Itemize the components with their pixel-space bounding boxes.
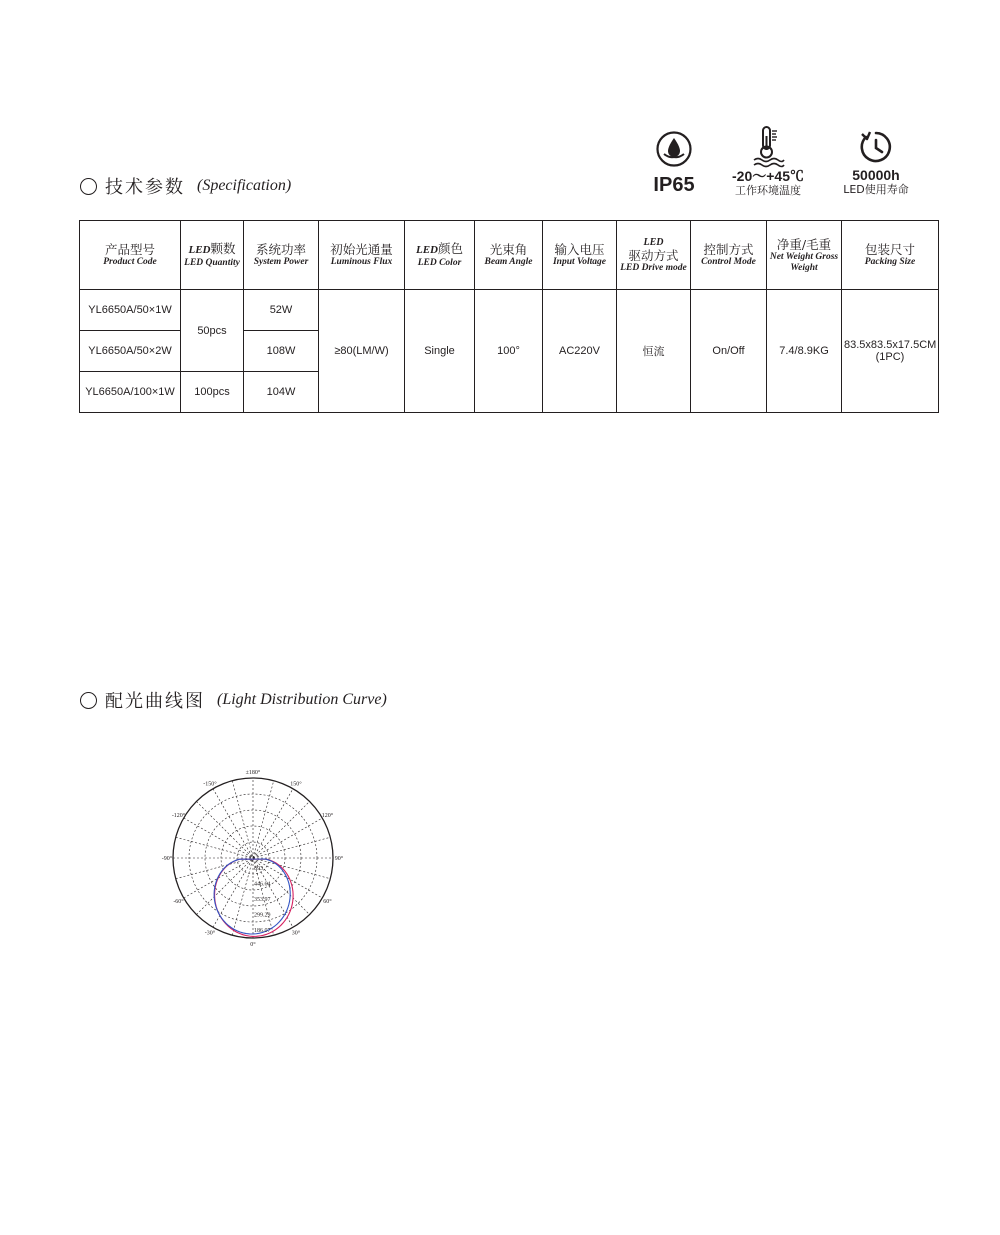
angle-label: 120° [321,813,334,819]
thermometer-icon [751,124,785,168]
packing-size-cell: 83.5x83.5x17.5CM (1PC) [842,290,939,413]
header-beam-angle: 光束角 Beam Angle [475,221,543,290]
luminous-flux-cell: ≥80(LM/W) [319,290,405,413]
angle-label: ±180° [245,770,261,776]
product-code-cell: YL6650A/50×2W [80,331,181,372]
header-weight: 净重/毛重 Net Weight Gross Weight [767,221,842,290]
angle-label: -150° [203,781,217,788]
angle-label: 90° [334,856,344,862]
curve-title-en: (Light Distribution Curve) [217,691,387,708]
spec-title-cn: 技术参数 [105,177,185,198]
polar-grid [173,778,333,938]
table-row [80,290,939,331]
circle-bullet-icon [80,178,97,195]
angle-label: -90° [161,856,173,862]
power-cell: 108W [244,331,319,372]
angle-label: 0° [250,942,256,947]
product-code-cell: YL6650A/100×1W [80,372,181,413]
product-code-cell: YL6650A/50×1W [80,290,181,331]
header-product-code: 产品型号 Product Code [80,221,181,290]
angle-label: 30° [291,930,301,937]
water-drop-icon [655,130,693,168]
header-drive-mode: LED 驱动方式 LED Drive mode [617,221,691,290]
spec-section-title [80,173,291,199]
led-color-cell: Single [405,290,475,413]
header-led-color: LED颜色 LED Color [405,221,475,290]
clock-icon [858,129,894,165]
header-input-voltage: 输入电压 Input Voltage [543,221,617,290]
circle-bullet-icon [80,692,97,709]
drive-mode-cell: 恒流 [617,290,691,413]
power-cell: 104W [244,372,319,413]
feature-ip65 [634,130,714,196]
table-header-row [80,221,939,290]
temperature-label: 工作环境温度 [735,184,801,197]
angle-label: -30° [204,930,216,937]
radial-label: 893 [254,866,263,872]
lifespan-value: 50000h [852,167,900,183]
quantity-cell: 100pcs [181,372,244,413]
spec-table [79,220,939,413]
angle-label: 150° [290,781,302,788]
radial-label: 353.97 [254,897,271,903]
light-distribution-chart [150,762,360,947]
angle-label: 60° [323,899,332,905]
header-packing-size: 包装尺寸 Packing Size [842,221,939,290]
radial-label: 299.29 [254,912,271,919]
feature-temperature [718,124,818,198]
control-mode-cell: On/Off [691,290,767,413]
weight-cell: 7.4/8.9KG [767,290,842,413]
lifespan-label: LED使用寿命 [843,183,909,196]
header-control-mode: 控制方式 Control Mode [691,221,767,290]
temperature-range: -20～+45℃ [732,168,804,184]
feature-lifespan [826,129,926,197]
quantity-cell: 50pcs [181,290,244,372]
angle-label: -60° [173,899,184,905]
header-led-quantity: LED颗数 LED Quantity [181,221,244,290]
input-voltage-cell: AC220V [543,290,617,413]
header-luminous-flux: 初始光通量 Luminous Flux [319,221,405,290]
radial-label: 446.64 [254,881,271,888]
angle-label: -120° [171,813,186,819]
curve-section-title [80,687,387,713]
header-system-power: 系统功率 System Power [244,221,319,290]
radial-label: 186.07 [254,928,271,934]
spec-title-en: (Specification) [197,177,292,194]
ip-rating: IP65 [653,174,695,196]
beam-angle-cell: 100° [475,290,543,413]
power-cell: 52W [244,290,319,331]
distribution-curve-b [214,859,290,934]
curve-title-cn: 配光曲线图 [105,691,205,712]
